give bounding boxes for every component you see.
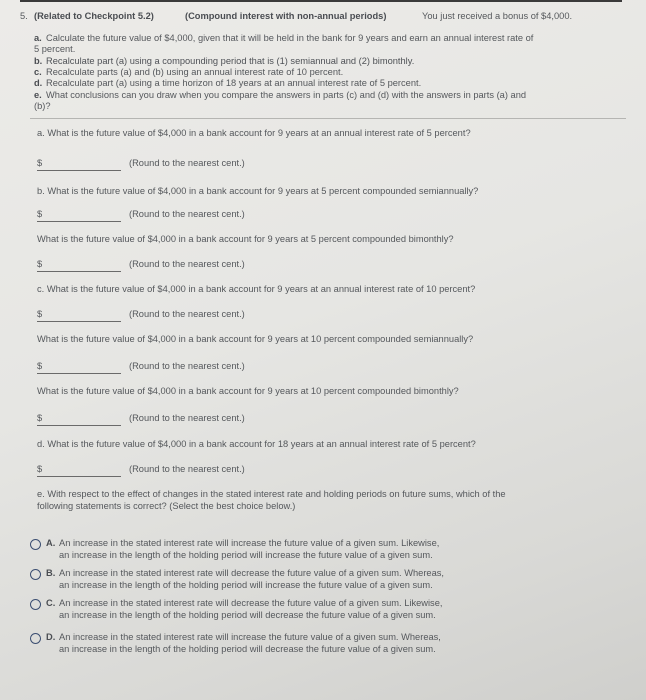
currency-symbol: $ <box>37 259 43 269</box>
answer-input[interactable] <box>37 413 121 426</box>
part-e-question: e. With respect to the effect of changes in the stated interest rate and holding periods on future sums, which of the <box>37 489 506 499</box>
part-letter: b. <box>34 56 43 66</box>
answer-input[interactable] <box>37 464 121 477</box>
question-text: a. What is the future value of $4,000 in a bank account for 9 years at an annual interest rate of 5 percent? <box>37 128 471 138</box>
option-label: C. <box>46 598 56 608</box>
round-hint: (Round to the nearest cent.) <box>129 158 245 168</box>
option-text: An increase in the stated interest rate will increase the future value of a given sum. Whereas, <box>59 632 441 642</box>
radio-button[interactable] <box>30 569 41 580</box>
part-letter: a. <box>34 33 42 43</box>
answer-input[interactable] <box>37 209 121 222</box>
currency-symbol: $ <box>37 413 43 423</box>
answer-input[interactable] <box>37 259 121 272</box>
option-text: an increase in the length of the holding period will increase the future value of a given sum. <box>59 580 433 590</box>
question-text: What is the future value of $4,000 in a bank account for 9 years at 5 percent compounded bimonthly? <box>37 234 454 244</box>
part-text: What conclusions can you draw when you compare the answers in parts (c) and (d) with the answers in parts (a) and <box>46 90 527 100</box>
radio-button[interactable] <box>30 599 41 610</box>
part-text: 5 percent. <box>34 44 76 54</box>
question-text: What is the future value of $4,000 in a bank account for 9 years at 10 percent compounded bimonthly? <box>37 386 459 396</box>
currency-symbol: $ <box>37 209 43 219</box>
round-hint: (Round to the nearest cent.) <box>129 309 245 319</box>
option-label: D. <box>46 632 56 642</box>
option-text: An increase in the stated interest rate will decrease the future value of a given sum. Likewise, <box>59 598 443 608</box>
option-text: an increase in the length of the holding period will increase the future value of a given sum. <box>59 550 433 560</box>
part-text: Calculate the future value of $4,000, given that it will be held in the bank for 9 years and earn an annual interest rate of <box>46 33 534 43</box>
currency-symbol: $ <box>37 309 43 319</box>
problem-number: 5. <box>20 11 28 21</box>
question-text: b. What is the future value of $4,000 in a bank account for 9 years at 5 percent compounded semiannually? <box>37 186 479 196</box>
checkpoint-ref: (Related to Checkpoint 5.2) <box>34 11 154 21</box>
option-label: A. <box>46 538 56 548</box>
part-text: (b)? <box>34 101 51 111</box>
divider <box>30 118 626 119</box>
option-text: an increase in the length of the holding period will decrease the future value of a given sum. <box>59 644 436 654</box>
round-hint: (Round to the nearest cent.) <box>129 361 245 371</box>
part-text: Recalculate part (a) using a time horizon of 18 years at an annual interest rate of 5 percent. <box>46 78 422 88</box>
round-hint: (Round to the nearest cent.) <box>129 259 245 269</box>
answer-input[interactable] <box>37 309 121 322</box>
currency-symbol: $ <box>37 361 43 371</box>
radio-button[interactable] <box>30 539 41 550</box>
part-letter: e. <box>34 90 42 100</box>
intro: You just received a bonus of $4,000. <box>422 11 573 21</box>
part-text: Recalculate part (a) using a compounding period that is (1) semiannual and (2) bimonthly. <box>46 56 415 66</box>
part-e-question: following statements is correct? (Select the best choice below.) <box>37 501 296 511</box>
answer-input[interactable] <box>37 158 121 171</box>
part-letter: c. <box>34 67 42 77</box>
round-hint: (Round to the nearest cent.) <box>129 464 245 474</box>
option-text: An increase in the stated interest rate will increase the future value of a given sum. Likewise, <box>59 538 440 548</box>
topic: (Compound interest with non-annual periods) <box>185 11 387 21</box>
part-text: Recalculate parts (a) and (b) using an annual interest rate of 10 percent. <box>46 67 344 77</box>
answer-input[interactable] <box>37 361 121 374</box>
currency-symbol: $ <box>37 158 43 168</box>
question-text: c. What is the future value of $4,000 in a bank account for 9 years at an annual interest rate of 10 percent? <box>37 284 476 294</box>
question-text: What is the future value of $4,000 in a bank account for 9 years at 10 percent compounded semiannually? <box>37 334 474 344</box>
radio-button[interactable] <box>30 633 41 644</box>
question-text: d. What is the future value of $4,000 in a bank account for 18 years at an annual interest rate of 5 percent? <box>37 439 476 449</box>
option-text: an increase in the length of the holding period will decrease the future value of a given sum. <box>59 610 436 620</box>
round-hint: (Round to the nearest cent.) <box>129 413 245 423</box>
option-label: B. <box>46 568 56 578</box>
option-text: An increase in the stated interest rate will decrease the future value of a given sum. Whereas, <box>59 568 444 578</box>
top-border <box>20 0 622 2</box>
currency-symbol: $ <box>37 464 43 474</box>
round-hint: (Round to the nearest cent.) <box>129 209 245 219</box>
part-letter: d. <box>34 78 43 88</box>
